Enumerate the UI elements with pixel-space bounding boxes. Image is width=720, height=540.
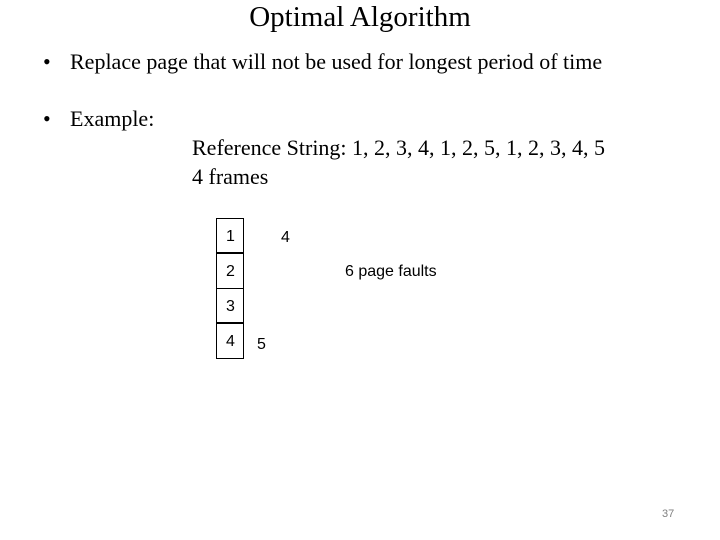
slide-title: Optimal Algorithm <box>249 1 471 33</box>
bullet-text: Replace page that will not be used for longest period of time <box>70 49 603 74</box>
bullet-marker: • <box>43 106 51 131</box>
bullet-replace-policy <box>43 49 602 75</box>
frames-count: 4 frames <box>192 164 269 189</box>
bullet-text: Example: <box>70 106 155 131</box>
frame-cell-2: 2 <box>216 253 244 289</box>
replacement-label-5: 5 <box>257 336 266 353</box>
frame-cell-4: 4 <box>216 323 244 359</box>
bullet-marker: • <box>43 49 51 74</box>
frame-cell-3: 3 <box>216 288 244 323</box>
page-faults-label: 6 page faults <box>345 263 437 280</box>
replacement-label-4: 4 <box>281 229 290 246</box>
frame-cell-1: 1 <box>216 218 244 253</box>
slide-page-number: 37 <box>662 508 675 520</box>
bullet-example <box>43 106 154 132</box>
reference-string: Reference String: 1, 2, 3, 4, 1, 2, 5, 1, 2, 3, 4, 5 <box>192 135 606 160</box>
